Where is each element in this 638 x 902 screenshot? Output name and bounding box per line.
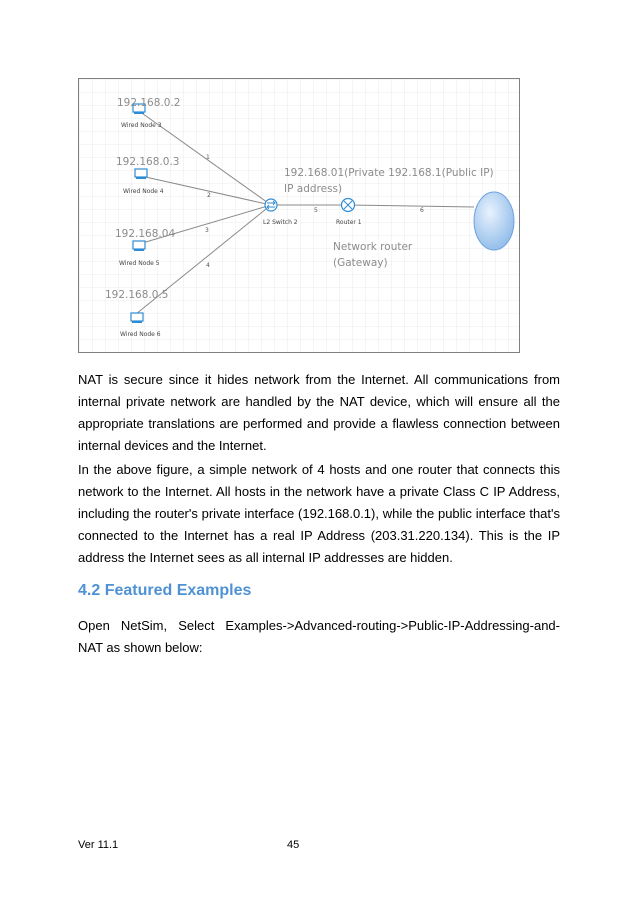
link-label-5: 5 xyxy=(314,207,318,214)
computer-icon xyxy=(133,241,145,251)
internet-cloud-icon xyxy=(474,192,514,250)
node-name-label: Wired Node 5 xyxy=(119,260,160,267)
paragraph-open-netsim: Open NetSim, Select Examples->Advanced-routing->Public-IP-Addressing-and-NAT as shown below: xyxy=(78,618,560,655)
footer-page-number: 45 xyxy=(287,839,300,851)
node-name-label: Wired Node 4 xyxy=(123,188,164,195)
node-name-label: Wired Node 3 xyxy=(121,122,162,129)
link-label-6: 6 xyxy=(420,207,424,214)
link-label-3: 3 xyxy=(205,227,209,234)
switch-icon xyxy=(265,199,277,211)
computer-icon xyxy=(135,169,147,179)
router-desc-line1: Network router xyxy=(333,241,413,253)
grid-background xyxy=(79,79,520,353)
node-name-label: Wired Node 6 xyxy=(120,331,161,338)
link-label-1: 1 xyxy=(206,154,210,161)
router-icon xyxy=(342,199,355,212)
computer-icon xyxy=(131,313,143,323)
router-ip-label-line1: 192.168.01(Private 192.168.1(Public IP) xyxy=(284,167,494,179)
section-heading: 4.2 Featured Examples xyxy=(78,582,252,599)
link-label-4: 4 xyxy=(206,262,210,269)
node-ip-label: 192.168.0.2 xyxy=(117,97,181,109)
switch-label: L2 Switch 2 xyxy=(263,219,298,226)
footer-version: Ver 11.1 xyxy=(78,839,119,851)
paragraph-figure-description: In the above figure, a simple network of 4 hosts and one router that connects this network to the Internet. All hosts in the network have a private Class C IP Address, including the router's private interface (192.168.0.1), while the public interface that's connected to the Internet has a real IP Address (203.31.220.134). This is the IP address the Internet sees as all internal IP addresses are hidden. xyxy=(78,462,560,565)
node-ip-label: 192.168.0.3 xyxy=(116,156,180,168)
network-figure xyxy=(78,78,520,353)
link-label-2: 2 xyxy=(207,192,211,199)
router-desc-line2: (Gateway) xyxy=(333,257,388,269)
router-label: Router 1 xyxy=(336,219,362,226)
node-ip-label: 192.168.0.5 xyxy=(105,289,169,301)
node-ip-label: 192.168.04 xyxy=(115,228,176,240)
paragraph-nat-security: NAT is secure since it hides network from the Internet. All communications from internal private network are handled by the NAT device, which will ensure all the appropriate translations are performed and provide a flawless connection between internal devices and the Internet. xyxy=(78,372,560,453)
router-ip-label-line2: IP address) xyxy=(284,183,343,195)
network-diagram xyxy=(79,79,520,353)
